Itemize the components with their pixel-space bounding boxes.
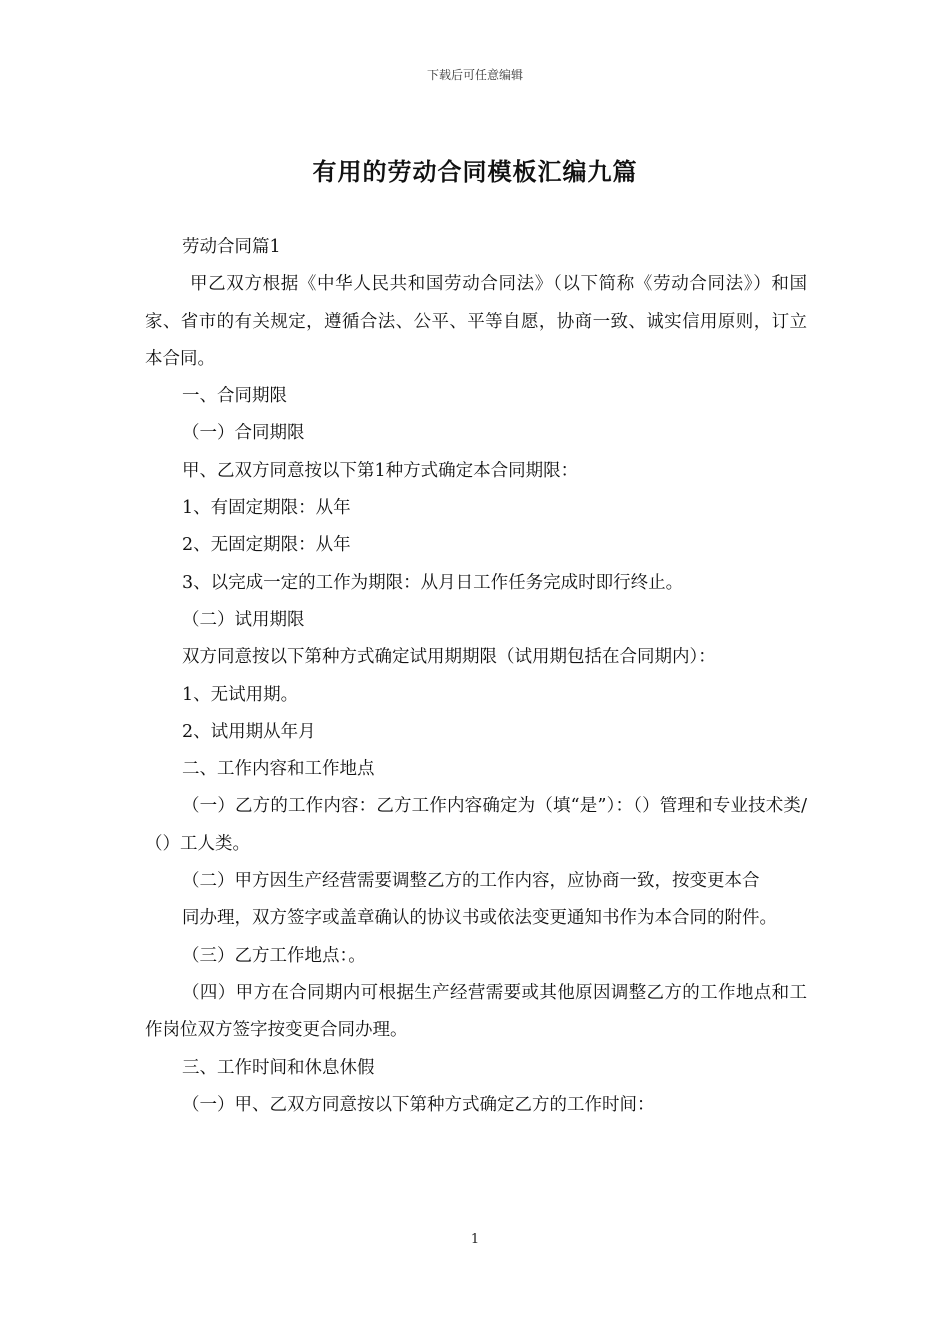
paragraph: 双方同意按以下第种方式确定试用期期限（试用期包括在合同期内）： xyxy=(182,647,716,668)
list-item: 1、有固定期限：从年 xyxy=(182,498,351,519)
subsection-heading: （一）合同期限 xyxy=(182,423,305,444)
list-item: 1、无试用期。 xyxy=(182,684,299,705)
paragraph: （二）甲方因生产经营需要调整乙方的工作内容，应协商一致，按变更本合 xyxy=(182,871,760,892)
page-number: 1 xyxy=(470,1232,480,1247)
list-item: 3、以完成一定的工作为期限：从月日工作任务完成时即行终止。 xyxy=(182,572,684,593)
paragraph: （一）乙方的工作内容：乙方工作内容确定为（填“是”）：（）管理和专业技术类/（）工人类。 xyxy=(145,796,807,854)
paragraph: 同办理，双方签字或盖章确认的协议书或依法变更通知书作为本合同的附件。 xyxy=(182,908,777,929)
header-note: 下载后可任意编辑 xyxy=(426,68,523,82)
paragraph: 甲、乙双方同意按以下第1种方式确定本合同期限： xyxy=(182,460,579,481)
paragraph: （三）乙方工作地点：。 xyxy=(182,945,366,966)
list-item: 2、无固定期限：从年 xyxy=(182,535,351,556)
paragraph: 甲乙双方根据《中华人民共和国劳动合同法》（以下简称《劳动合同法》）和国家、省市的有关规定，遵循合法、公平、平等自愿，协商一致、诚实信用原则，订立本合同。 xyxy=(145,274,807,369)
section-heading: 三、工作时间和休息休假 xyxy=(182,1057,375,1078)
paragraph: （四）甲方在合同期内可根据生产经营需要或其他原因调整乙方的工作地点和工作岗位双方签字按变更合同办理。 xyxy=(145,982,807,1041)
section-heading: 劳动合同篇1 xyxy=(182,237,281,257)
document-body xyxy=(145,229,807,1124)
section-heading: 一、合同期限 xyxy=(182,386,287,407)
section-heading: 二、工作内容和工作地点 xyxy=(182,759,375,780)
paragraph: （一）甲、乙双方同意按以下第种方式确定乙方的工作时间： xyxy=(182,1094,655,1115)
list-item: 2、试用期从年月 xyxy=(182,721,316,742)
subsection-heading: （二）试用期限 xyxy=(182,609,305,630)
document-title: 有用的劳动合同模板汇编九篇 xyxy=(312,158,638,186)
